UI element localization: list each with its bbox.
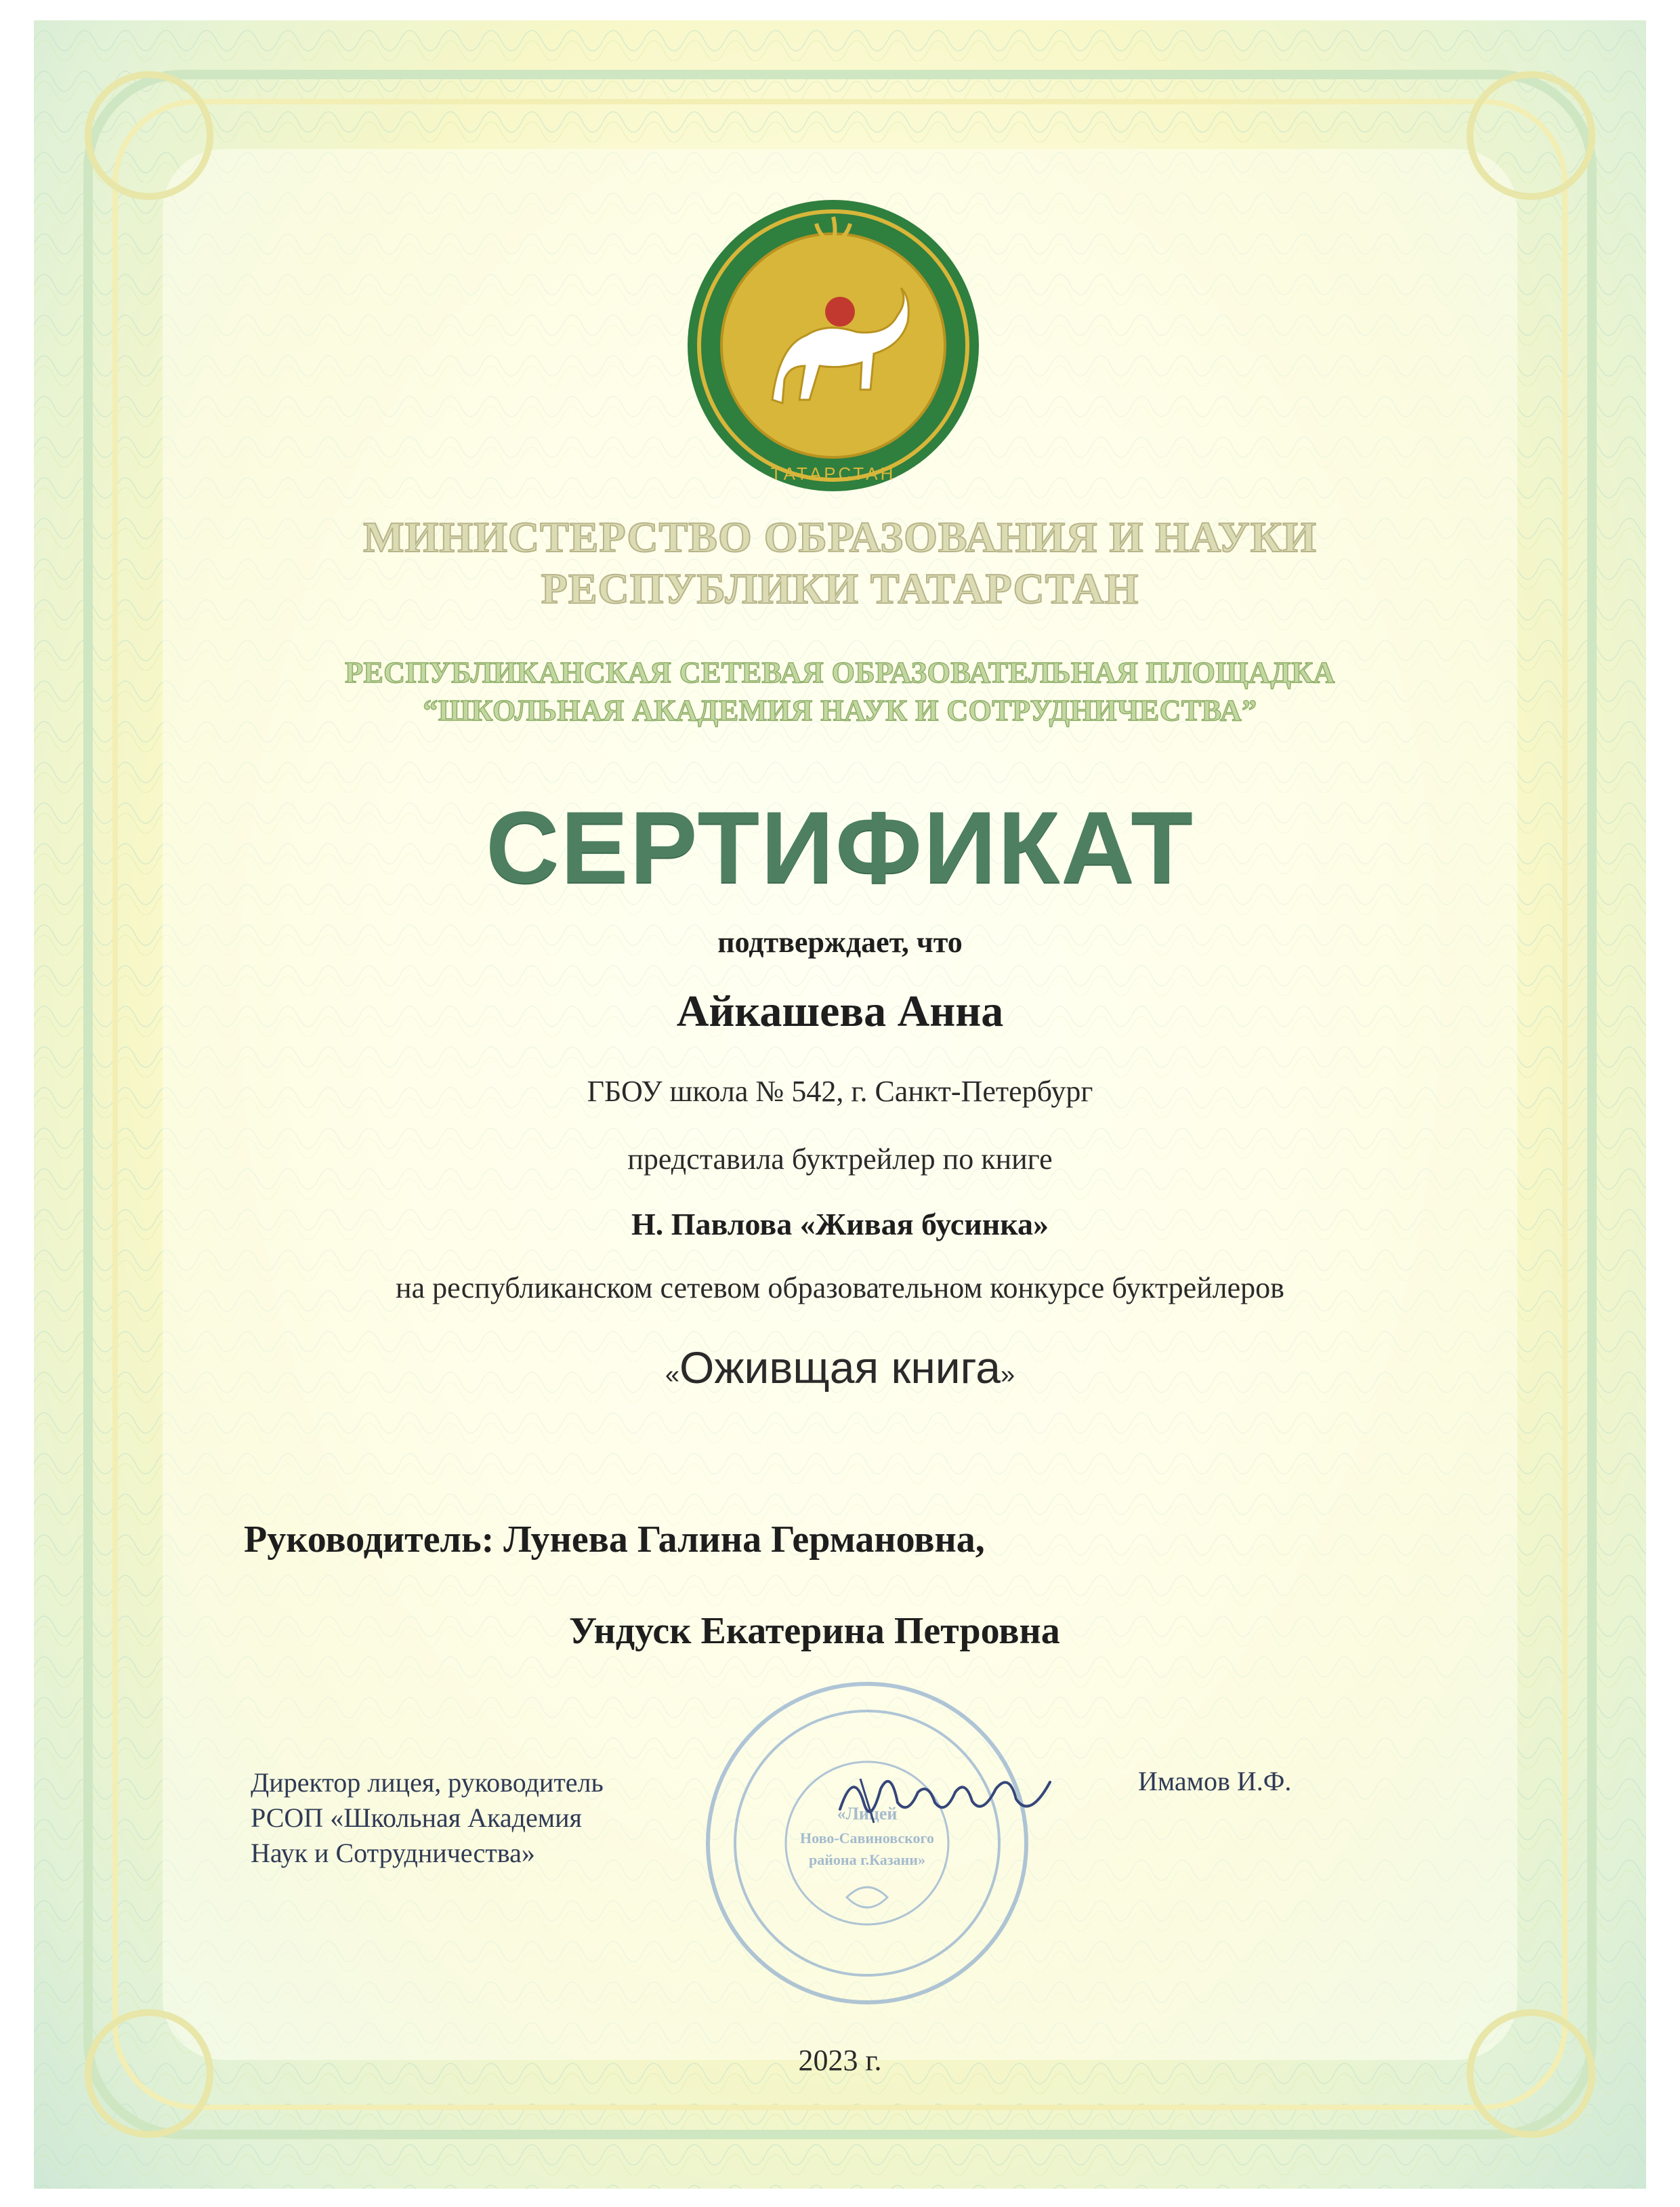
confirms-text: подтверждает, что (717, 926, 963, 959)
contest-name (34, 1342, 1646, 1393)
close-quote: » (1001, 1361, 1015, 1389)
recipient-name: Айкашева Анна (676, 987, 1004, 1036)
director-line-2: РСОП «Школьная Академия (251, 1802, 582, 1833)
director-line-3: Наук и Сотрудничества» (251, 1838, 535, 1868)
svg-text:района г.Казани»: района г.Казани» (809, 1851, 925, 1868)
ministry-line-1: МИНИСТЕРСТВО ОБРАЗОВАНИЯ И НАУКИ (363, 513, 1317, 561)
svg-text:Ново-Савиновского: Ново-Савиновского (800, 1830, 934, 1847)
ministry-line-2: РЕСПУБЛИКИ ТАТАРСТАН (541, 564, 1139, 613)
school-stamp (698, 1674, 1036, 2013)
platform-title (34, 654, 1646, 730)
school-text: ГБОУ школа № 542, г. Санкт-Петербург (587, 1075, 1093, 1108)
emblem-sun-icon (825, 297, 855, 327)
svg-text:«Лицей: «Лицей (837, 1804, 898, 1823)
contest-name-text: Оживщая книга (679, 1342, 1001, 1393)
presented-text: представила буктрейлер по книге (627, 1142, 1053, 1176)
director-name: Имамов И.Ф. (1138, 1766, 1292, 1796)
open-quote: « (665, 1361, 679, 1389)
director-signature (833, 1762, 1057, 1836)
tatarstan-emblem (671, 176, 996, 501)
platform-line-2: “ШКОЛЬНАЯ АКАДЕМИЯ НАУК И СОТРУДНИЧЕСТВА” (423, 694, 1257, 727)
certificate (34, 20, 1646, 2189)
ministry-title (34, 512, 1646, 615)
contest-text: на республиканском сетевом образовательном конкурсе буктрейлеров (396, 1271, 1284, 1304)
year-text: 2023 г. (798, 2044, 882, 2077)
supervisors-line-1: Руководитель: Лунева Галина Германовна, (244, 1519, 985, 1561)
director-title (251, 1765, 604, 1871)
supervisors-line-2: Ундуск Екатерина Петровна (569, 1610, 1060, 1652)
director-line-1: Директор лицея, руководитель (251, 1767, 604, 1798)
book-title: Н. Павлова «Живая бусинка» (631, 1207, 1049, 1241)
stamp-logo-icon (847, 1887, 887, 1907)
certificate-heading: СЕРТИФИКАТ (486, 790, 1194, 904)
platform-line-1: РЕСПУБЛИКАНСКАЯ СЕТЕВАЯ ОБРАЗОВАТЕЛЬНАЯ ПЛОЩАДКА (345, 656, 1335, 689)
svg-text:ТАТАРСТАН: ТАТАРСТАН (770, 463, 896, 484)
